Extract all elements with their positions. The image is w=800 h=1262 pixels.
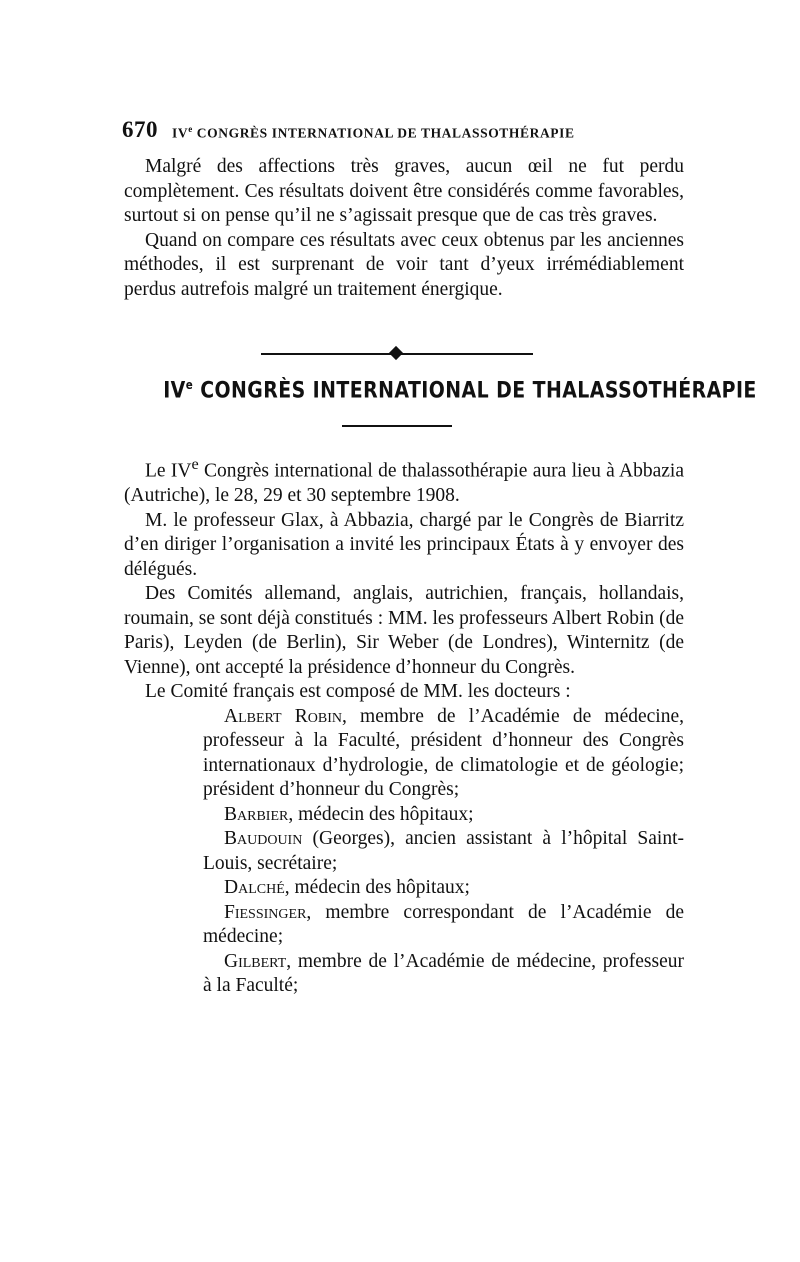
committee-member [124, 827, 684, 876]
committee-member [124, 803, 684, 828]
committee-member [124, 705, 684, 803]
committee-member [124, 901, 684, 950]
member-name: Gilbert [224, 950, 287, 972]
member-description: , médecin des hôpitaux; [288, 803, 474, 825]
member-name: Dalché [224, 877, 285, 898]
member-description: , médecin des hôpitaux; [284, 877, 470, 898]
member-name: Baudouin [224, 828, 303, 849]
intro-text [124, 155, 684, 302]
member-name: Fiessinger [224, 901, 307, 923]
section-body [124, 452, 684, 999]
running-title-sup: e [188, 123, 193, 134]
body-p1-sup: e [191, 455, 199, 473]
intro-paragraph-1: Malgré des affections très graves, aucun œil ne fut perdu complètement. Ces résultats doivent être considérés comme favorables, surtout si on pense qu’il ne s’agissait presque que de cas très graves. [124, 156, 684, 226]
running-header [122, 117, 682, 143]
running-title [172, 124, 575, 142]
committee-member [124, 876, 684, 901]
page-number: 670 [122, 117, 158, 142]
member-description: , membre de l’Académie de médecine, professeur à la Faculté, président d’honneur des Congrès internationaux d’hydrologie, de climatologie et de géologie; président d’honneur du Congrès; [203, 705, 684, 800]
member-description: , membre correspondant de l’Académie de médecine; [203, 901, 684, 947]
body-paragraph-1 [124, 452, 684, 509]
body-p1-end: Congrès international de thalassothérapie aura lieu à Abbazia (Autriche), le 28, 29 et 30 septembre 1908. [124, 460, 684, 506]
body-p1-start: Le IV [145, 460, 192, 482]
member-description: , membre de l’Académie de médecine, professeur à la Faculté; [203, 950, 684, 996]
running-title-prefix: IV [172, 125, 189, 140]
diamond-ornament-icon [389, 346, 403, 360]
heading-underline-rule [342, 425, 452, 427]
section-title-rest: CONGRÈS INTERNATIONAL DE THALASSOTHÉRAPIE [193, 378, 757, 404]
intro-paragraph-2: Quand on compare ces résultats avec ceux obtenus par les anciennes méthodes, il est surprenant de voir tant d’yeux irrémédiablement perdus autrefois malgré un traitement énergique. [124, 229, 684, 300]
member-name: Albert Robin [224, 705, 342, 727]
section-heading [163, 378, 757, 404]
committee-member [124, 950, 684, 999]
body-paragraph-4: Le Comité français est composé de MM. les docteurs : [145, 681, 571, 702]
body-paragraph-3: Des Comités allemand, anglais, autrichien, français, hollandais, roumain, se sont déjà constitués : MM. les professeurs Albert Robin (de Paris), Leyden (de Berlin), Sir Weber (de Londres), Winternitz (de Vienne), ont accepté la présidence d’honneur du Congrès. [124, 583, 684, 678]
section-title-prefix: IV [163, 378, 186, 404]
member-name: Barbier [224, 803, 289, 825]
running-title-rest: CONGRÈS INTERNATIONAL DE THALASSOTHÉRAPIE [196, 125, 575, 140]
member-description: (Georges), ancien assistant à l’hôpital Saint-Louis, secrétaire; [203, 828, 684, 874]
body-paragraph-2: M. le professeur Glax, à Abbazia, chargé par le Congrès de Biarritz d’en diriger l’organisation a invité les principaux États à y envoyer des délégués. [124, 509, 684, 580]
section-title-sup: e [185, 378, 194, 392]
